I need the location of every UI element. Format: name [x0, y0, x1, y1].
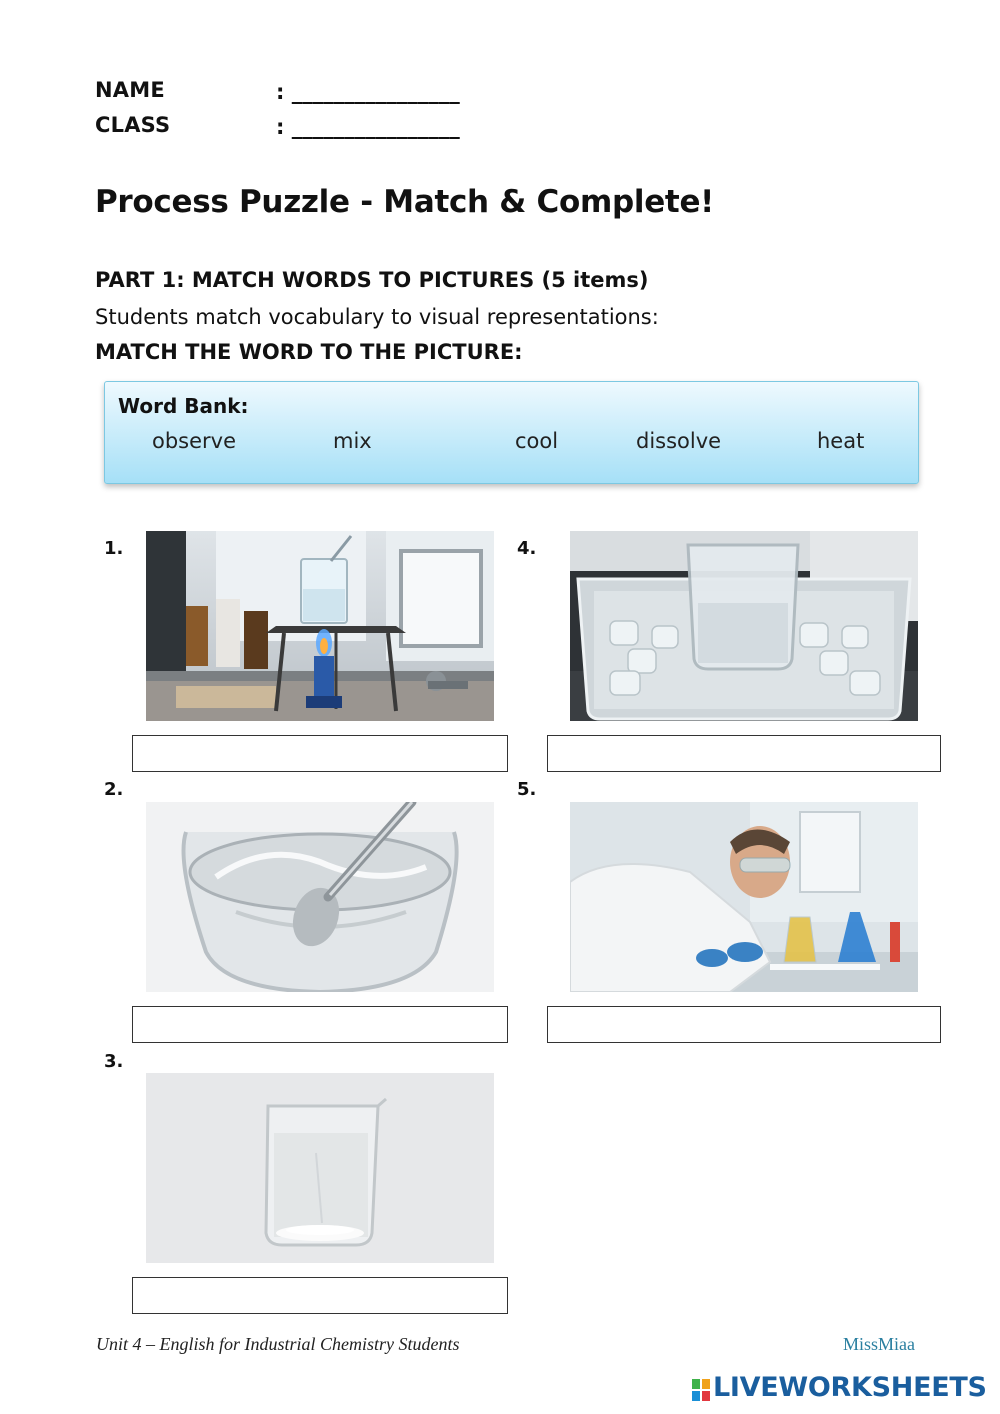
mixing-photo — [146, 802, 494, 992]
name-field[interactable]: : ________________ — [276, 80, 460, 104]
answer-box-5[interactable] — [547, 1006, 941, 1043]
word-bank-word: cool — [515, 429, 559, 453]
class-label: CLASS — [95, 113, 171, 137]
liveworksheets-text: LIVEWORKSHEETS — [713, 1372, 987, 1403]
word-bank-word: dissolve — [636, 429, 722, 453]
observing-photo — [570, 802, 918, 992]
word-bank-word: mix — [333, 429, 372, 453]
part1-instruction: MATCH THE WORD TO THE PICTURE: — [95, 340, 523, 364]
item-number: 4. — [517, 538, 537, 559]
item-number: 5. — [517, 779, 537, 800]
footer-author: MissMiaa — [843, 1334, 915, 1354]
liveworksheets-icon — [692, 1377, 710, 1399]
part1-heading: PART 1: MATCH WORDS TO PICTURES (5 items) — [95, 268, 649, 292]
cooling-photo — [570, 531, 918, 721]
answer-box-3[interactable] — [132, 1277, 508, 1314]
dissolve-photo — [146, 1073, 494, 1263]
footer-unit-text: Unit 4 – English for Industrial Chemistry Students — [96, 1334, 460, 1354]
answer-box-2[interactable] — [132, 1006, 508, 1043]
word-bank-word: heat — [817, 429, 865, 453]
heating-photo — [146, 531, 494, 721]
class-field[interactable]: : ________________ — [276, 115, 460, 139]
page-title: Process Puzzle - Match & Complete! — [95, 184, 715, 220]
word-bank-title: Word Bank: — [118, 394, 249, 418]
item-number: 2. — [104, 779, 124, 800]
item-number: 3. — [104, 1051, 124, 1072]
answer-box-4[interactable] — [547, 735, 941, 772]
item-number: 1. — [104, 538, 124, 559]
word-bank-word: observe — [152, 429, 237, 453]
name-label: NAME — [95, 78, 165, 102]
answer-box-1[interactable] — [132, 735, 508, 772]
word-bank — [104, 381, 919, 484]
liveworksheets-logo — [692, 1372, 987, 1403]
part1-description: Students match vocabulary to visual representations: — [95, 305, 659, 329]
